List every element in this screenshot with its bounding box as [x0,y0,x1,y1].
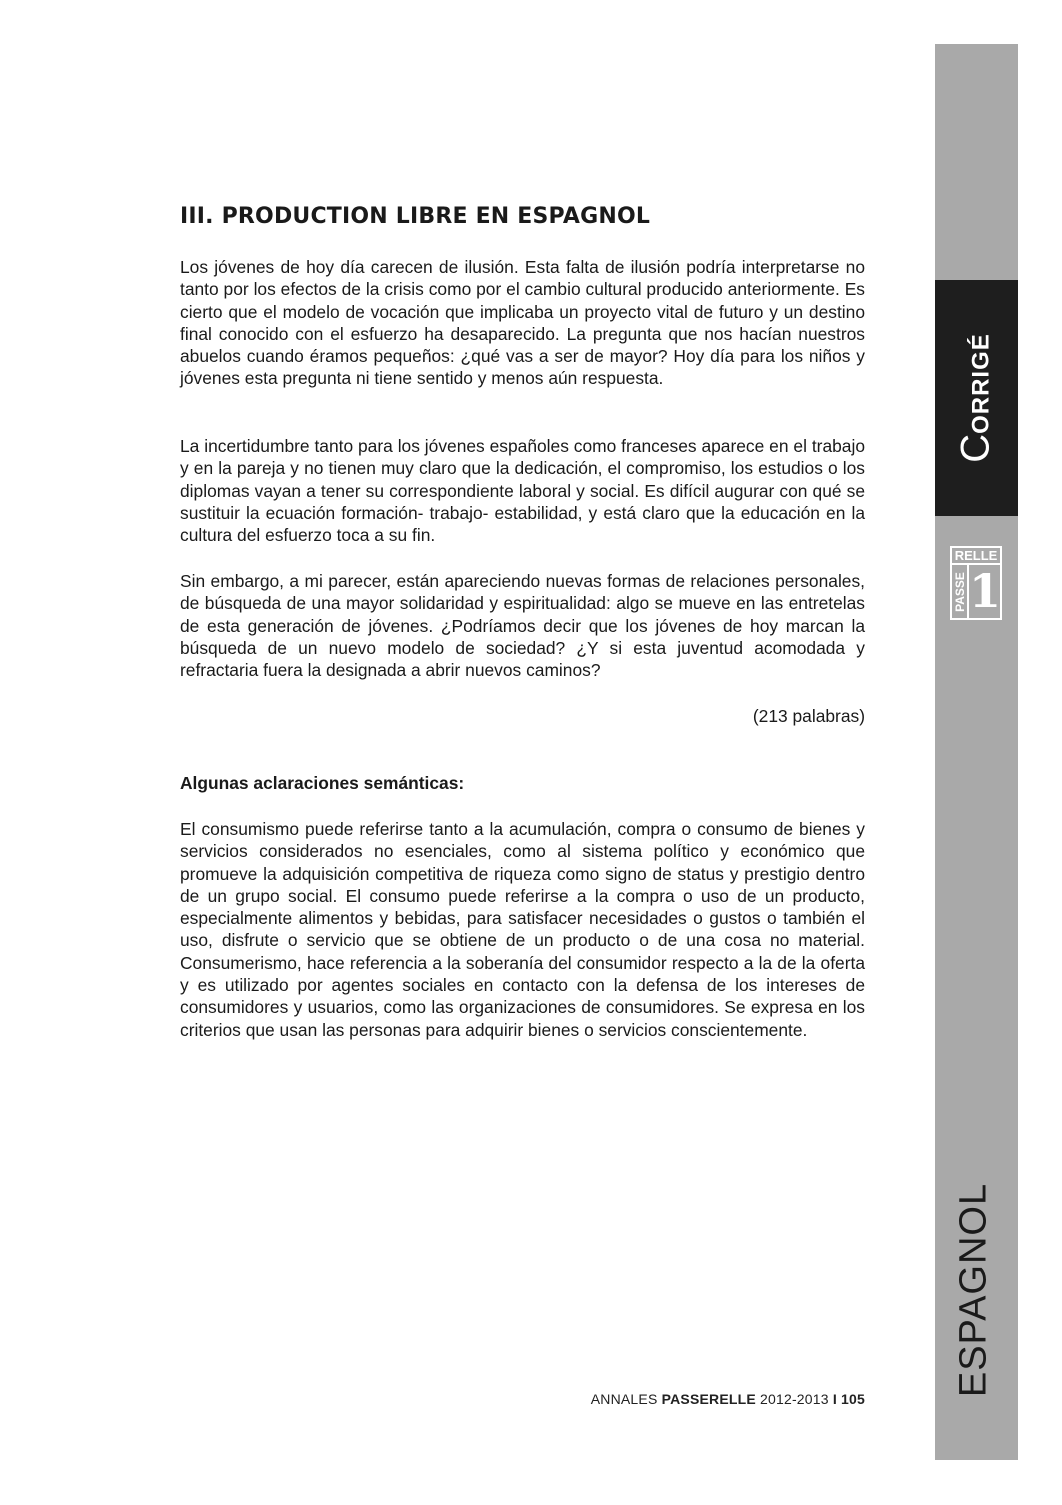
page-footer [591,1391,865,1407]
word-count: (213 palabras) [752,706,865,726]
section-subheading: Algunas aclaraciones semánticas: [180,773,465,793]
paragraph-2: La incertidumbre tanto para los jóvenes españoles como franceses aparece en el trabajo y en la pareja y no tienen muy claro que la dedicación, el compromiso, los estudios o los diplomas vayan a tener su correspondiente laboral y social. Es difícil augurar con qué se sustituir la ecuación formación- trabajo- estabilidad, y está claro que la educación en la cultura del esfuerzo toca a su fin. [180,436,865,546]
page-title: III. PRODUCTION LIBRE EN ESPAGNOL [180,204,651,229]
footer-separator: I [832,1391,837,1407]
subject-label: ESPAGNOL [952,1182,995,1398]
passerelle-logo [950,546,1002,620]
page-number: 105 [836,1391,865,1407]
semantic-paragraph: El consumismo puede referirse tanto a la acumulación, compra o consumo de bienes y servicios considerados no esenciales, como al sistema político y económico que promueve la adquisición competitiva de riqueza como signo de status y prestigio dentro de un grupo social. El consumo puede referirse a la compra o uso de un producto, especialmente alimentos y bebidas, para satisfacer necesidades o gustos o también el uso, disfrute o servicio que se obtiene de un producto o de una cosa no material. Consumerismo, hace referencia a la soberanía del consumidor respecto a la de la oferta y es utilizado por agentes sociales en contacto con la defensa de los intereses de consumidores y usuarios, como las organizaciones de consumidores. Se expresa en los criterios que usan las personas para adquirir bienes o servicios conscientemente. [180,819,865,1040]
corrige-rest: ORRIGÉ [967,333,995,434]
footer-year: 2012-2013 [755,1391,833,1407]
paragraph-3: Sin embargo, a mi parecer, están apareciendo nuevas formas de relaciones personales, de búsqueda de una mayor solidaridad y espiritualidad: algo se mueve en las entretelas de esta generación de jóvenes. ¿Podríamos decir que los jóvenes de hoy marcan la búsqueda de un nuevo modelo de sociedad? ¿Y si esta juventud acomodada y refractaria fuera la designada a abrir nuevos caminos? [180,571,865,681]
logo-side-box [952,565,969,618]
paragraph-1: Los jóvenes de hoy día carecen de ilusión. Esta falta de ilusión podría interpretarse no tanto por los efectos de la crisis como por el cambio cultural producido anteriormente. Es cierto que el modelo de vocación que implicaba un proyecto vital de futuro y un destino final conocido con el esfuerzo ha desaparecido. La pregunta que nos hacían nuestros abuelos cuando éramos pequeños: ¿qué vas a ser de mayor? Hoy día para los niños y jóvenes esta pregunta ni tiene sentido y menos aún respuesta. [180,257,865,389]
footer-prefix: ANNALES [590,1391,662,1407]
corrige-label [954,333,999,463]
logo-side-text: PASSE [952,571,967,612]
logo-number: 1 [969,564,1002,618]
footer-brand: PASSERELLE [661,1391,756,1407]
corrige-initial: C [953,433,998,463]
logo-top-text: RELLE [952,548,1000,565]
